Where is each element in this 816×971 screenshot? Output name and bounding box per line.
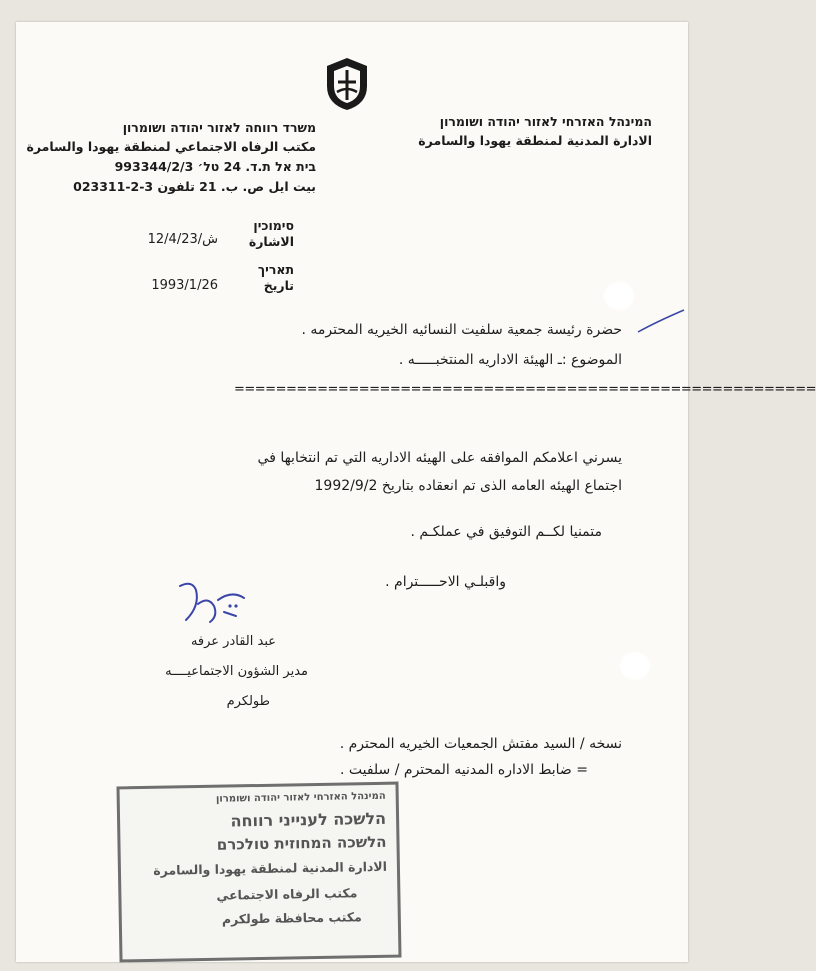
addressee-line: حضرة رئيسة جمعية سلفيت النسائيه الخيريه المحترمه . [301,322,622,338]
stamp-line5: مكتب الرفاه الاجتماعي [216,885,358,903]
signatory-title: مدير الشؤون الاجتماعيــــه [165,664,308,679]
paragraph-line1: يسرني اعلامكم الموافقه على الهيئه الاداريه التي تم انتخابها في [257,450,622,466]
header-left-line2: مكتب الرفاه الاجتماعي لمنطقة يهودا والسامرة [26,139,316,154]
pen-mark [636,306,686,336]
header-right-line2: الادارة المدنية لمنطقة يهودا والسامرة [418,133,652,148]
separator-line: ======================================================== [234,382,816,397]
closing-line: واقبلـي الاحـــــترام . [385,574,506,590]
stamp-line4: الادارة المدنية لمنطقة يهودا والسامرة [153,858,388,878]
signatory-name: عبد القادر عرفه [190,634,276,649]
emblem-icon [322,56,372,112]
copies-line1: نسخه / السيد مفتش الجمعيات الخيريه المحترم . [339,736,622,752]
paragraph-line2: اجتماع الهيئه العامه الذى تم انعقاده بتاريخ 1992/9/2 [314,478,622,494]
copies-line2: = ضابط الاداره المدنيه المحترم / سلفيت . [339,762,588,778]
punch-hole-top [604,282,634,310]
stamp-line6: مكتب محافظة طولكرم [221,909,362,927]
header-left-line1: משרד רווחה לאזור יהודה ושומרון [122,120,316,135]
header-left-line3: בית אל ת.ד. 24 טל׳ 993344/2/3 [114,159,316,174]
punch-hole-bottom [620,652,650,680]
date-value: 1993/1/26 [151,278,218,293]
stamp-line3: הלשכה המחוזית טולכרם [216,832,387,854]
stamp-line2: הלשכה לענייני רווחה [230,808,387,831]
reference-label-ar: الاشارة [248,234,294,249]
signature-scribble [174,576,254,632]
date-label-ar: تاريخ [263,278,294,293]
reference-label-he: סימוכין [253,218,294,233]
wish-line: متمنيا لكــم التوفيق في عملكـم . [410,524,602,540]
header-right-line1: המינהל האזרחי לאזור יהודה ושומרון [439,114,652,129]
letter-page [16,22,816,962]
official-stamp [116,782,401,963]
stamp-line1: המינהל האזרחי לאזור יהודה ושומרון [215,790,386,805]
subject-line: الموضوع :ـ الهيئة الاداريه المنتخبـــــه . [398,352,622,368]
reference-value: ش/12/4/23 [147,232,218,247]
signatory-place: طولكرم [226,694,270,709]
header-left-line4: بيت ايل ص. ب. 21 تلفون 3-2-023311 [73,179,316,194]
date-label-he: תאריך [257,262,294,277]
